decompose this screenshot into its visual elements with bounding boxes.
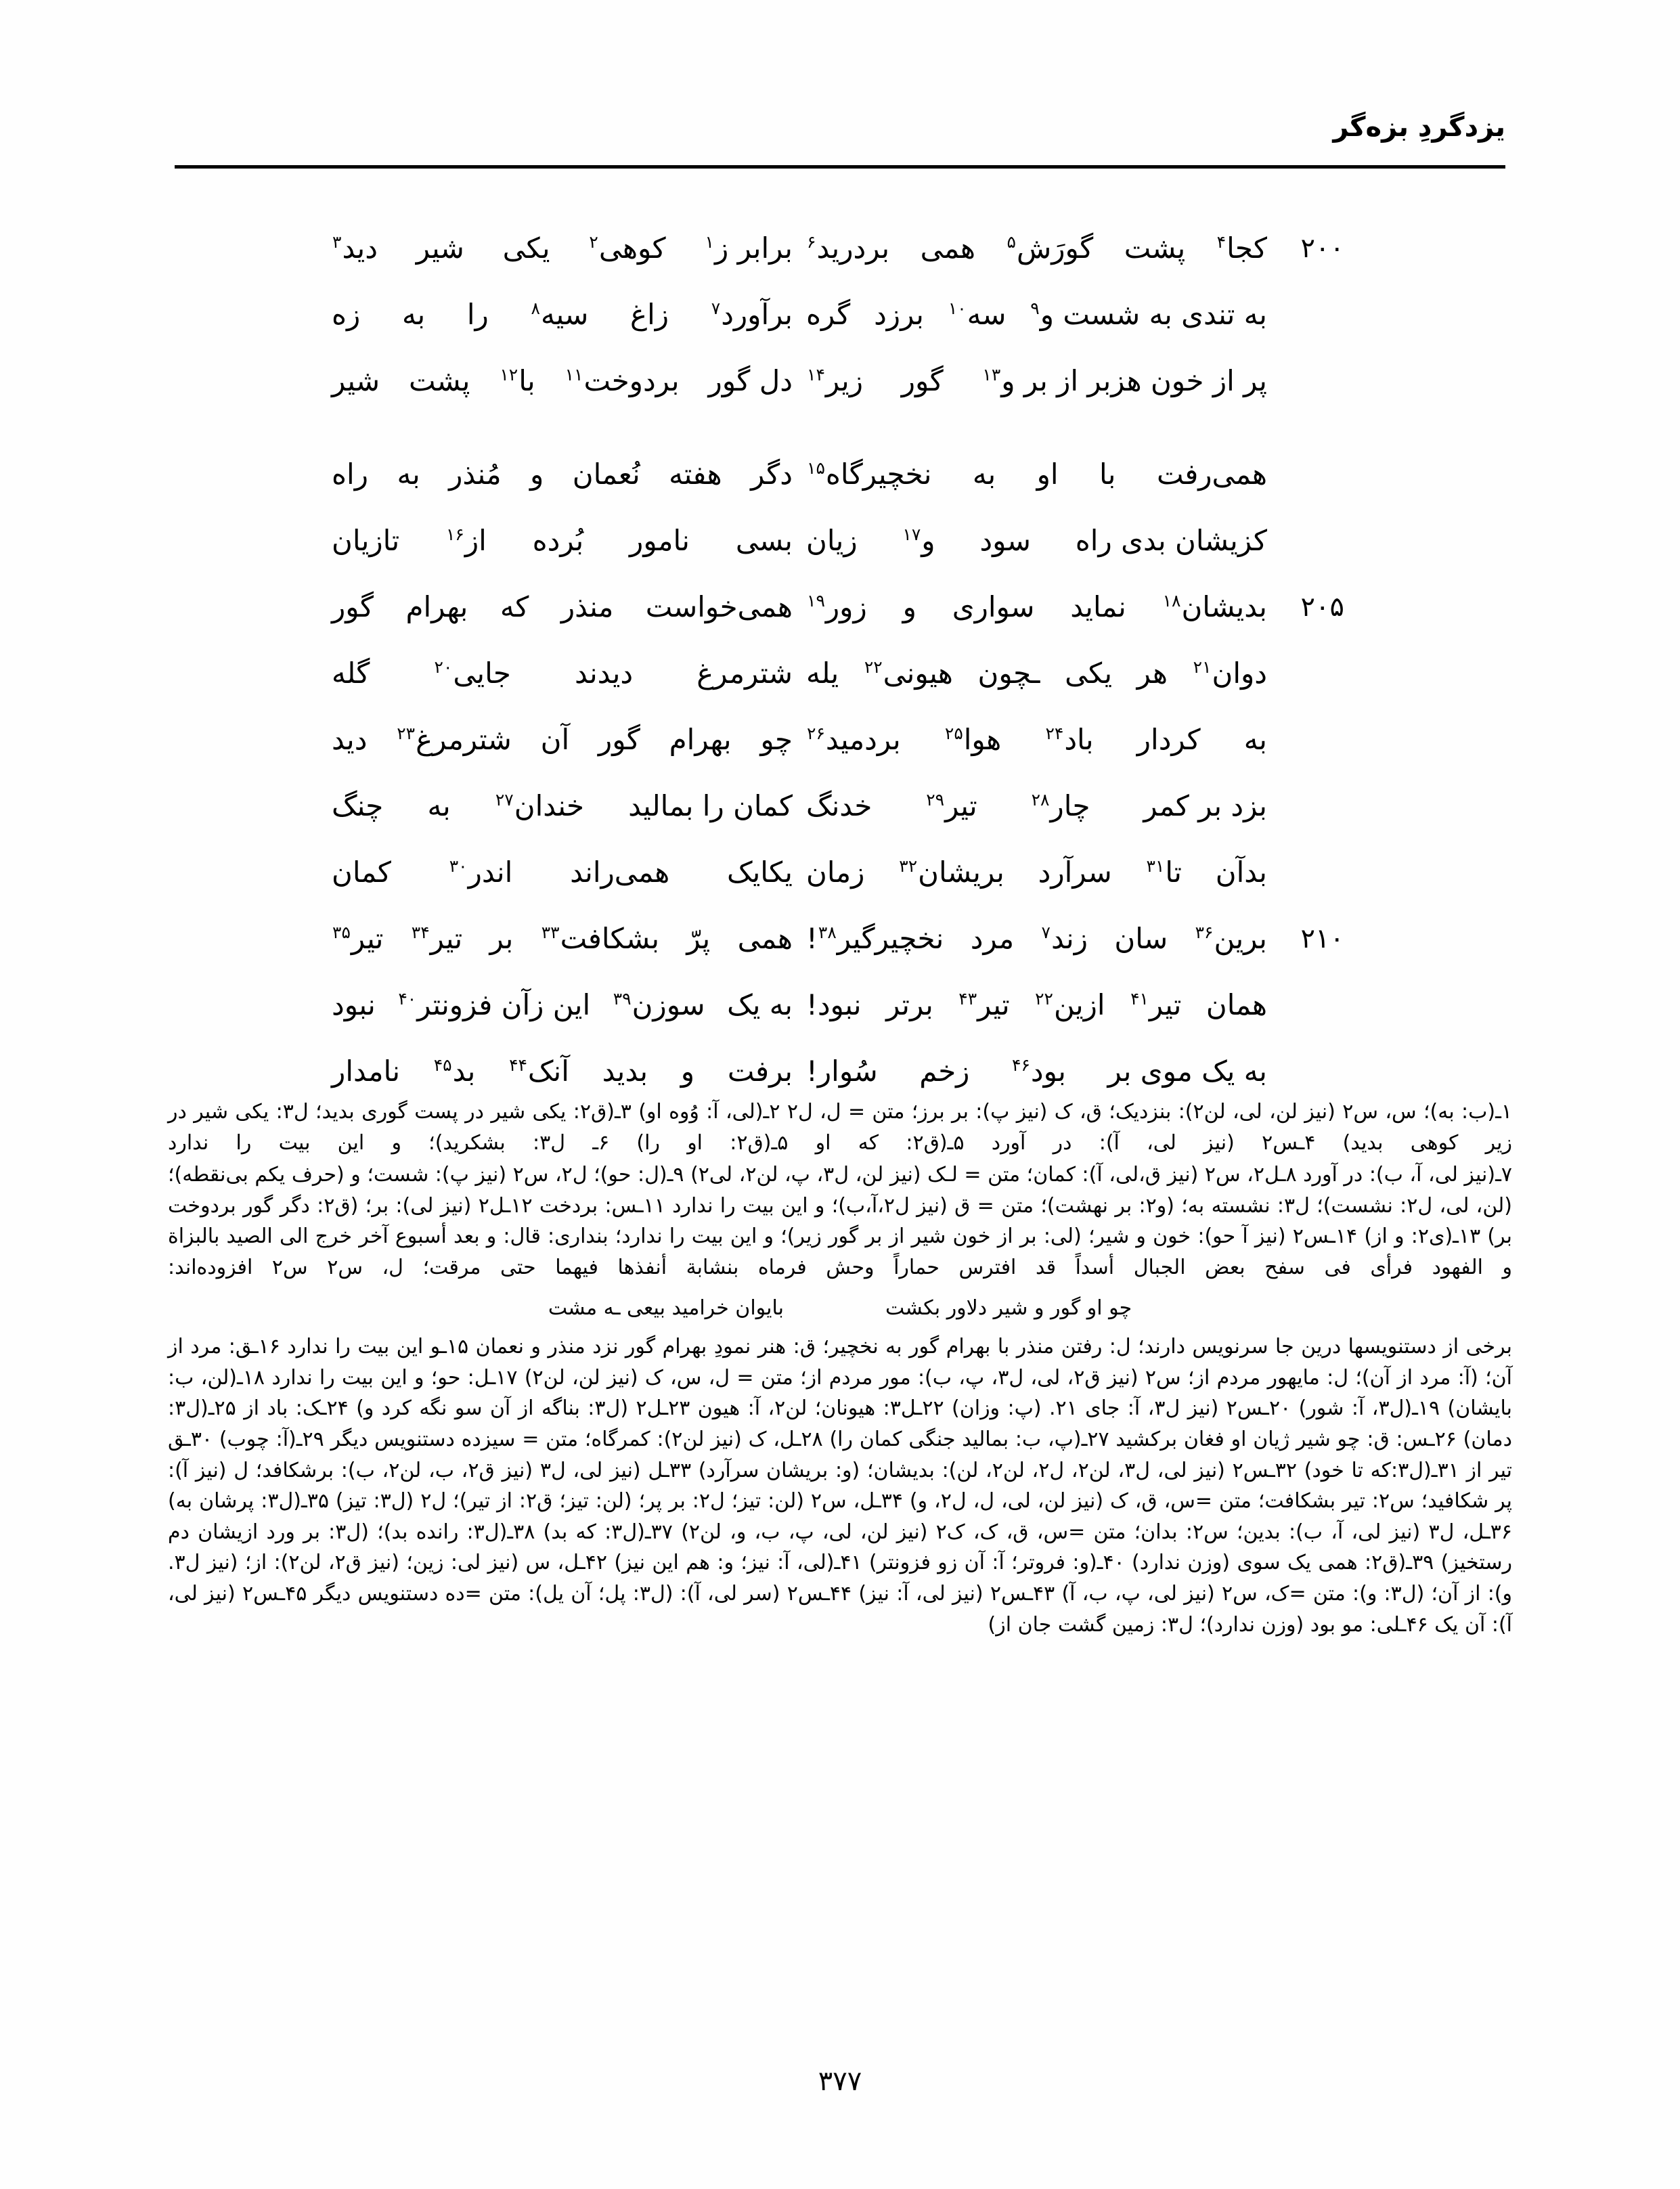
footnote-marker: ۳۸ xyxy=(818,923,837,942)
footnote-marker: ۳ xyxy=(332,232,342,252)
inset-hemistich-first: چو او گور و شیر دلاور بکشت xyxy=(885,1296,1132,1320)
header-rule xyxy=(175,165,1505,169)
hemistich-second: کزیشان بدی راه سود و$^{۱۷}$ زیان xyxy=(806,524,1267,557)
footnote-marker: ۳۲ xyxy=(899,856,918,876)
hemistich-first: چو بهرام گور آن شترمرغ$^{۲۳}$ دید xyxy=(332,723,793,756)
footnote-marker: ۲۹ xyxy=(926,790,945,810)
footnote-marker: ۱۵ xyxy=(807,458,825,478)
verse-line xyxy=(291,290,1348,340)
verse-line xyxy=(291,847,1348,898)
footnote-marker: ۷ xyxy=(711,298,721,318)
verse-line xyxy=(291,648,1348,699)
footnote-marker: ۳۶ xyxy=(1195,923,1214,942)
hemistich-second: دوان$^{۲۱}$ هر یکی ـچون هیونی$^{۲۲}$ یله xyxy=(806,657,1267,690)
footnote-marker: ۴ xyxy=(1216,232,1226,252)
inset-hemistich-second: بایوان خرامید بیعی ـه مشت xyxy=(548,1296,784,1320)
hemistich-second: بزد بر کمر چار$^{۲۸}$ تیر$^{۲۹}$ خدنگ xyxy=(806,789,1267,822)
footnote-marker: ۴۵ xyxy=(433,1055,452,1075)
verse-number: ۲۰۰ xyxy=(1300,233,1344,264)
footnote-marker: ۲۸ xyxy=(1031,790,1050,810)
footnote-marker: ۲۳ xyxy=(397,724,416,743)
footnote-marker: ۱۸ xyxy=(1162,591,1181,611)
footnote-marker: ۴۰ xyxy=(398,989,417,1009)
footnote-marker: ۳۵ xyxy=(332,923,351,942)
footnote-marker: ۴۱ xyxy=(1130,989,1149,1009)
running-head-title: یزدگردِ بزه‌گر xyxy=(1333,112,1505,143)
footnote-marker: ۱۲ xyxy=(500,365,518,384)
footnote-marker: ۱۶ xyxy=(445,525,464,544)
hemistich-second: بدآن تا$^{۳۱}$ سرآرد بریشان$^{۳۲}$ زمان xyxy=(806,856,1267,889)
verse-line xyxy=(291,516,1348,566)
verse-line xyxy=(291,914,1348,964)
apparatus-block: ۷ـ(نیز لی، آ، ب): در آورد ۸ـل۲، س۲ (نیز ق،لی، آ): کمان؛ متن = لـک (نیز لن، ل۳، پ، لن۲، لی۲) ۹ـ(ل: حو)؛ ل۲، س۲ (نیز پ): شست؛ و (حرف یکم بی‌نقطه)؛ (لن، لی، ل۲: نشست)؛ ل۳: نشسته به؛ (و۲: بر نهشت)؛ متن = ق (نیز ل۲،آ،ب)؛ و این بیت را ندارد ۱۱ـس: بردخت ۱۲ـل۲ (نیز لی): بر؛ (ق۲: دگر گور بردوخت بر) ۱۳ـ(ی۲: و از) ۱۴ـس۲ (نیز آ حو): خون و شیر؛ (لی: بر از خون شیر از بر گور زیر)؛ و این بیت را ندارد؛ بنداری: قال: و بعد أسبوع آخر خرج الی الصید بالبزاة و الفهود فرأى فی سفح بعض الجبال أسداً قد افترس حماراً وحش فرماه بنشابة أنفذها فیهما حتی مرقت؛ ل، س۲ س۲ افزوده‌اند: xyxy=(168,1163,1513,1279)
footnote-marker: ۲۷ xyxy=(495,790,514,810)
hemistich-first: همی پرّ بشکافت$^{۳۳}$ بر تیر$^{۳۴}$ تیر$^{۳۵}$ xyxy=(332,922,793,955)
footnote-marker: ۳۰ xyxy=(449,856,468,876)
hemistich-second: برین$^{۳۶}$ سان زند$^۷$ مرد نخچیرگیر$^{۳۸}$! xyxy=(806,922,1267,955)
critical-apparatus xyxy=(168,1097,1512,1641)
footnote-marker: ۲ xyxy=(589,232,598,252)
hemistich-second: همان تیر$^{۴۱}$ ازین$^{۲۲}$ تیر$^{۴۳}$ برتر نبود! xyxy=(806,988,1267,1021)
footnote-marker: ۳۴ xyxy=(411,923,430,942)
hemistich-second: به یک موی بر بود$^{۴۶}$ زخم سُوار! xyxy=(806,1055,1267,1088)
footnote-marker: ۹ xyxy=(1030,298,1040,318)
footnote-marker: ۸ xyxy=(531,298,540,318)
footnote-marker: ۲۶ xyxy=(807,724,825,743)
apparatus-block: برخی از دستنویسها درین جا سرنویس دارند؛ ل: رفتن منذر با بهرام گور به نخچیر؛ ق: هنر نمودِ بهرام گور نزد منذر و نعمان ۱۵ـو این بیت را ندارد ۱۶ـق: مرد از آن؛ (آ: مرد از آن)؛ ل: مایهور مردم از؛ س۲ (نیز ق۲، لی، ل۳، پ، ب): مور مردم از؛ متن = ل، س، ک (نیز لن، لن۲) ۱۷ـل: حو؛ و این بیت را ندارد ۱۸ـ(لن، ب: بایشان) ۱۹ـ(ل۳، آ: شور) ۲۰ـس۲ (نیز ل۳، آ: جای ۲۱. (پ: وزان) ۲۲ـل۳: هیونان؛ لن۲، آ: هیون ۲۳ـل۲ (ل۳: بناگه از آن سو نگه کرد و) ۲۴ـک: باد از ۲۵ـ(ل۳: دمان) ۲۶ـس: ق: چو شیر ژیان او فغان برکشید ۲۷ـ(پ، ب: بمالید جنگی کمان را) ۲۸ـل، ک (نیز لن۲): کمرگاه؛ متن = سیزده دستنویس دیگر ۲۹ـ(آ: چوب) ۳۰ـق تیر از ۳۱ـ(ل۳:که تا خود) ۳۲ـس۲ (نیز لی، ل۳، لن۲، ل۲، لن۲، لن): بدیشان؛ (و: بریشان سرآرد) ۳۳ـل (نیز لی، ل۳ (نیز ق۲، ب، لن۲، ب): برشکافد؛ ل (نیز آ): پر شکافید؛ س۲: تیر بشکافت؛ متن =س، ق، ک (نیز لن، لی، ل، ل۲، و) ۳۴ـل، س۲ (لن: تیز؛ ل۲: بر پر؛ (لن: تیز؛ ق۲: از تیر)؛ ل۲ (ل۳: تیز) ۳۵ـ(ل۳: پرشان به) ۳۶ـل، ل۳ (نیز لی، آ، ب): بدین؛ س۲: بدان؛ متن =س، ق، ک، ک۲ (نیز لن، لی، پ، ب، و، لن۲) ۳۷ـ(ل۳: که بد) ۳۸ـ(ل۳: رانده بد)؛ (ل۳: بر ورد ازیشان دم رستخیز) ۳۹ـ(ق۲: همی یک سوی (وزن ندارد) ۴۰ـ(و: فروتر؛ آ: آن زو فزونتر) ۴۱ـ(لی، آ: نیز؛ و: هم این نیز) ۴۲ـل، س (نیز لی: زین؛ (نیز ق۲، لن۲): از؛ (نیز ل۳. و): از آن؛ (ل۳: و): متن =ک، س۲ (نیز لی، پ، ب، آ) ۴۳ـس۲ (نیز لی، آ: نیز) ۴۴ـس۲ (سر لی، آ): (ل۳: پل؛ آن یل): متن =ده دستنویس دیگر ۴۵ـس۲ (نیز لی، آ): آن یک ۴۶ـلی: مو بود (وزن ندارد)؛ ل۳: زمین گشت جان از) xyxy=(168,1335,1513,1637)
footnote-marker: ۲۰ xyxy=(434,657,453,677)
verse-line xyxy=(291,582,1348,632)
hemistich-second: همی‌رفت با او به نخچیرگاه$^{۱۵}$ xyxy=(807,458,1267,491)
hemistich-second: بدیشان$^{۱۸}$ نماید سواری و زور$^{۱۹}$ xyxy=(807,590,1267,623)
hemistich-first: شترمرغ دیدند جایی$^{۲۰}$ گله xyxy=(332,657,793,690)
hemistich-first: یکایک همی‌راند اندر$^{۳۰}$ کمان xyxy=(332,856,793,889)
hemistich-first: کمان را بمالید خندان$^{۲۷}$ به چنگ xyxy=(332,789,793,822)
verse-body xyxy=(291,223,1348,1097)
verse-line xyxy=(291,356,1348,406)
folio-number: ۳۷۷ xyxy=(818,2066,862,2097)
hemistich-first: بسی نامور بُرده از$^{۱۶}$ تازیان xyxy=(332,524,793,557)
hemistich-second: به تندی به شست و$^۹$ سه$^{۱۰}$ برزد گره xyxy=(806,298,1267,331)
footnote-marker: ۴۴ xyxy=(509,1055,527,1075)
verse-line xyxy=(291,223,1348,273)
footnote-marker: ۴۳ xyxy=(958,989,977,1009)
verse-line xyxy=(291,449,1348,500)
apparatus-block: ۱ـ(ب: به)؛ س، س۲ (نیز لن، لی، لن۲): بنزدیک؛ ق، ک (نیز پ): بر برز؛ متن = ل، ل۲ ۲ـ(لی، آ: وُوه او) ۳ـ(ق۲: یکی شیر در پست گوری بدید؛ ل۳: یکی شیر در زیر کوهی بدید) ۴ـس۲ (نیز لی، آ): در آورد ۵ـ(ق۲: که او ۵ـ(ق۲: او را) ۶ـ ل۳: بشکرید)؛ و این بیت را ندارد xyxy=(168,1100,1512,1155)
footnote-marker: ۲۵ xyxy=(944,724,963,743)
footnote-marker: ۲۲ xyxy=(1035,989,1053,1009)
footnote-marker: ۳۱ xyxy=(1146,856,1165,876)
footnote-marker: ۳۳ xyxy=(541,923,560,942)
hemistich-first: برابر ز$^۱$ کوهی$^۲$ یکی شیر دید$^۳$ xyxy=(332,231,793,265)
verse-line xyxy=(291,781,1348,831)
footnote-marker: ۱۹ xyxy=(807,591,825,611)
hemistich-first: دگر هفته نُعمان و مُنذر به راه xyxy=(332,458,793,491)
footnote-marker: ۴۶ xyxy=(1012,1055,1030,1075)
hemistich-second: کجا$^۴$ پشت گورَش$^۵$ همی بردرید$^۶$ xyxy=(807,231,1267,265)
footnote-marker: ۱۳ xyxy=(982,365,1001,384)
hemistich-first: دل گور بردوخت$^{۱۱}$ با$^{۱۲}$ پشت شیر xyxy=(332,364,793,397)
hemistich-first: به یک سوزن$^{۳۹}$ این زآن فزونتر$^{۴۰}$ نبود xyxy=(332,988,793,1021)
verse-stanza xyxy=(291,449,1348,1097)
footnote-marker: ۱ xyxy=(705,232,714,252)
hemistich-second: پر از خون هزبر از بر و$^{۱۳}$ گور زیر$^{۱۴}$ xyxy=(807,364,1267,397)
running-head xyxy=(175,114,1505,175)
footnote-marker: ۳۹ xyxy=(613,989,632,1009)
apparatus-inset-verse xyxy=(168,1293,1512,1324)
hemistich-first: همی‌خواست منذر که بهرام گور xyxy=(332,590,793,623)
hemistich-first: برفت و بدید آنک$^{۴۴}$ بد$^{۴۵}$ نامدار xyxy=(332,1055,793,1088)
footnote-marker: ۵ xyxy=(1007,232,1016,252)
footnote-marker: ۲۱ xyxy=(1193,657,1212,677)
verse-line xyxy=(291,980,1348,1030)
footnote-marker: ۱۷ xyxy=(902,525,921,544)
footnote-marker: ۲۲ xyxy=(864,657,883,677)
hemistich-second: به کردار باد$^{۲۴}$ هوا$^{۲۵}$ بردمید$^{۲۶}$ xyxy=(807,723,1267,756)
verse-line xyxy=(291,715,1348,765)
verse-number: ۲۱۰ xyxy=(1300,923,1344,954)
hemistich-first: برآورد$^۷$ زاغ سیه$^۸$ را به زه xyxy=(332,298,793,331)
footnote-marker: ۱۴ xyxy=(807,365,825,384)
footnote-marker: ۷ xyxy=(1041,923,1051,942)
verse-number: ۲۰۵ xyxy=(1300,592,1344,623)
footnote-marker: ۱۰ xyxy=(948,298,967,318)
verse-stanza xyxy=(291,223,1348,406)
footnote-marker: ۶ xyxy=(807,232,816,252)
footnote-marker: ۱۱ xyxy=(565,365,583,384)
verse-line xyxy=(291,1046,1348,1097)
footnote-marker: ۲۴ xyxy=(1045,724,1064,743)
